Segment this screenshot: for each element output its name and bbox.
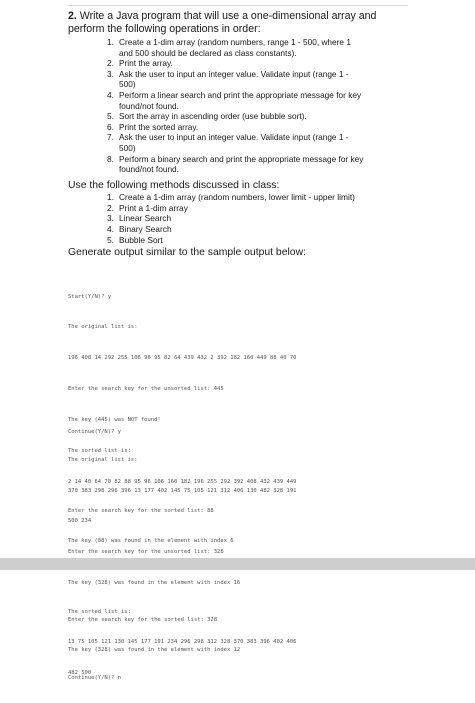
console-line: Enter the search key for the sorted list: 88	[68, 507, 214, 514]
top-divider	[68, 5, 408, 6]
console-line: Enter the search key for the unsorted list: 445	[68, 386, 224, 393]
console-line: The key (445) was NOT found!	[68, 417, 161, 424]
question-title-line2: perform the following operations in order:	[68, 22, 261, 35]
console-line: The original list is:	[68, 457, 138, 464]
question-heading	[68, 10, 408, 35]
step-item: 1. Create a 1-dim array (random numbers, range 1 - 500, where 1 and 500 should be declared as class constants).	[107, 37, 351, 58]
console-line: The key (88) was found in the element with index 6	[68, 537, 234, 544]
page-break-band	[0, 558, 475, 570]
console-line: 2 14 40 64 70 82 88 95 96 106 160 182 196 255 292 392 408 432 439 449	[68, 478, 297, 485]
step-item: 7. Ask the user to input an integer value. Validate input (range 1 - 500)	[107, 132, 349, 153]
methods-heading: Use the following methods discussed in class:	[68, 180, 280, 191]
method-item: 3. Linear Search	[107, 213, 172, 224]
method-item: 2. Print a 1-dim array	[107, 202, 188, 213]
console-line: Enter the search key for the unsorted list: 328	[68, 549, 224, 556]
console-line: Continue(Y/N)? n	[68, 674, 121, 681]
step-item: 2. Print the array.	[107, 58, 173, 69]
console-line: 482 500	[68, 670, 92, 677]
output-heading: Generate output similar to the sample output below:	[68, 247, 306, 258]
method-item: 5. Bubble Sort	[107, 234, 163, 245]
method-item: 1. Create a 1-dim array (random numbers, lower limit - upper limit)	[107, 192, 355, 202]
question-title-line1: Write a Java program that will use a one-dimensional array and	[79, 10, 377, 22]
method-item: 4. Binary Search	[107, 224, 172, 235]
methods-list	[107, 192, 355, 246]
question-number: 2.	[68, 10, 77, 22]
console-line: Start(Y/N)? y	[68, 293, 112, 300]
console-line: 370 383 298 296 396 13 177 402 145 75 105 121 312 406 130 482 328 191	[68, 487, 297, 494]
sample-output-block-4	[68, 652, 121, 703]
console-line: The key (328) was found in the element with index 12	[68, 646, 241, 653]
console-line: 196 408 14 292 255 106 96 95 82 64 439 432 2 392 182 160 449 88 40 70	[68, 355, 297, 362]
console-line: 500 234	[68, 518, 92, 525]
console-line: The sorted list is:	[68, 448, 131, 455]
step-item: 3. Ask the user to input an integer value. Validate input (range 1 - 500)	[107, 68, 349, 90]
console-line: The sorted list is:	[68, 609, 131, 616]
console-line: Continue(Y/N)? y	[68, 428, 121, 435]
console-line: 13 75 105 121 130 145 177 191 234 296 298 312 328 370 383 396 402 406	[68, 639, 297, 646]
console-line: The key (328) was found in the element with index 16	[68, 580, 241, 587]
operation-steps-list	[107, 37, 407, 175]
step-item: 8. Perform a binary search and print the appropriate message for key found/not found.	[107, 153, 364, 175]
step-item: 6. Print the sorted array.	[107, 121, 199, 132]
step-item: 4. Perform a linear search and print the appropriate message for key found/not found.	[107, 89, 362, 111]
step-item: 5. Sort the array in ascending order (use bubble sort).	[107, 111, 307, 122]
console-line: Enter the search key for the sorted list: 328	[68, 616, 218, 623]
console-line: The original list is:	[68, 324, 138, 331]
